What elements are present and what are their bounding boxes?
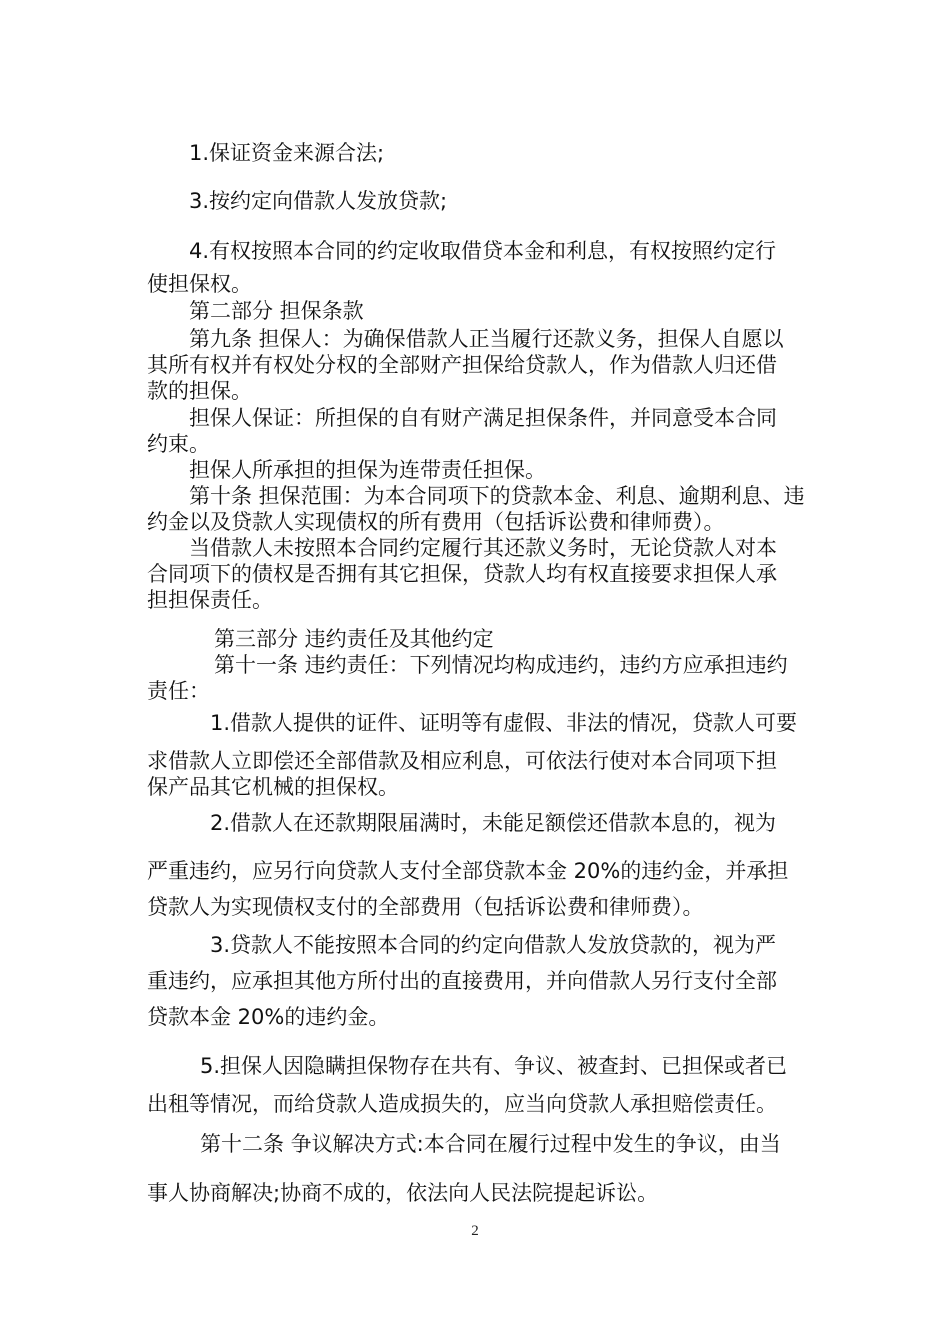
text-line: 贷款本金 20%的违约金。: [147, 1005, 390, 1029]
text-line: 合同项下的债权是否拥有其它担保，贷款人均有权直接要求担保人承: [147, 562, 777, 586]
text-line: 1.保证资金来源合法;: [189, 141, 385, 165]
text-line: 担保人保证：所担保的自有财产满足担保条件，并同意受本合同: [189, 406, 777, 430]
text-line: 5.担保人因隐瞒担保物存在共有、争议、被查封、已担保或者已: [200, 1054, 788, 1078]
text-line: 约金以及贷款人实现债权的所有费用（包括诉讼费和律师费）。: [147, 510, 725, 534]
text-line: 款的担保。: [147, 379, 252, 403]
text-line: 担保人所承担的担保为连带责任担保。: [189, 458, 546, 482]
text-line: 担担保责任。: [147, 588, 273, 612]
text-line: 严重违约，应另行向贷款人支付全部贷款本金 20%的违约金，并承担: [147, 859, 789, 883]
text-line: 第十二条 争议解决方式:本合同在履行过程中发生的争议，由当: [200, 1132, 781, 1156]
text-line: 第十一条 违约责任：下列情况均构成违约，违约方应承担违约: [214, 653, 788, 677]
text-line: 保产品其它机械的担保权。: [147, 775, 399, 799]
text-line: 贷款人为实现债权支付的全部费用（包括诉讼费和律师费）。: [147, 895, 704, 919]
text-line: 当借款人未按照本合同约定履行其还款义务时，无论贷款人对本: [189, 536, 777, 560]
text-line: 4.有权按照本合同的约定收取借贷本金和利息，有权按照约定行: [189, 239, 777, 263]
text-line: 第九条 担保人：为确保借款人正当履行还款义务，担保人自愿以: [189, 327, 784, 351]
text-line: 求借款人立即偿还全部借款及相应利息，可依法行使对本合同项下担: [147, 749, 777, 773]
text-line: 2.借款人在还款期限届满时，未能足额偿还借款本息的，视为: [210, 811, 777, 835]
section-heading: 第三部分 违约责任及其他约定: [214, 627, 494, 651]
text-line: 责任：: [147, 679, 210, 703]
text-line: 约束。: [147, 432, 210, 456]
text-line: 3.贷款人不能按照本合同的约定向借款人发放贷款的，视为严: [210, 933, 777, 957]
section-heading: 第二部分 担保条款: [189, 299, 364, 323]
text-line: 1.借款人提供的证件、证明等有虚假、非法的情况，贷款人可要: [210, 711, 798, 735]
text-line: 重违约，应承担其他方所付出的直接费用，并向借款人另行支付全部: [147, 969, 777, 993]
text-line: 3.按约定向借款人发放贷款;: [189, 189, 448, 213]
text-line: 事人协商解决;协商不成的，依法向人民法院提起诉讼。: [147, 1181, 659, 1205]
text-line: 出租等情况，而给贷款人造成损失的，应当向贷款人承担赔偿责任。: [147, 1092, 777, 1116]
text-line: 第十条 担保范围：为本合同项下的贷款本金、利息、逾期利息、违: [189, 484, 805, 508]
text-line: 使担保权。: [147, 272, 252, 296]
page-number: 2: [471, 1223, 479, 1239]
text-line: 其所有权并有权处分权的全部财产担保给贷款人，作为借款人归还借: [147, 353, 777, 377]
